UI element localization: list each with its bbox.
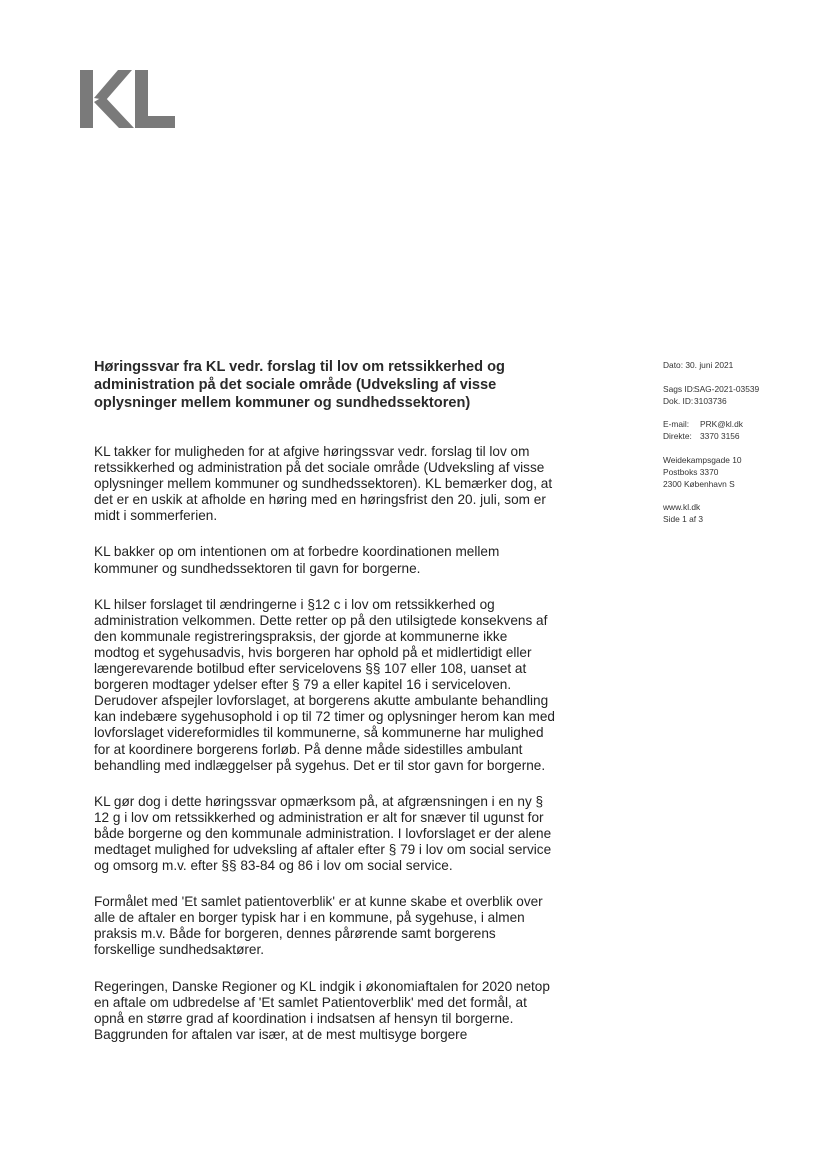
date-line: Dato: 30. juni 2021: [663, 360, 734, 370]
sags-id-label: Sags ID:: [663, 383, 696, 394]
email-label: E-mail:: [663, 419, 690, 430]
paragraph-12c: KL hilser forslaget til ændringerne i §12 c i lov om retssikkerhed og administration velkommen. Dette retter op på den utilsigtede konsekvens af den kommunale registreringspraksis, der gjorde at kommunerne ikke modtog et sygehusadvis, hvis borgeren har ophold på et midlertidigt eller længerevarende botilbud efter servicelovens §§ 107 eller 108, uanset at borgeren modtager ydelser efter § 79 a eller kapitel 16 i serviceloven. Derudover afspejler lovforslaget, at borgerens akutte ambulante behandling kan indebære sygehusophold i op til 72 timer og oplysninger herom kan med lovforslaget videreformidles til kommunerne, så kommunerne har mulighed for at koordinere borgerens forløb. På denne måde sidestilles ambulant behandling med indlæggelser på sygehus. Det er til stor gavn for borgerne.: [94, 596, 555, 773]
address-line-1: Weidekampsgade 10: [663, 454, 742, 465]
id-block: [663, 384, 813, 408]
kl-logo-mark: [80, 68, 176, 130]
letter-body: [94, 358, 556, 1063]
kl-logo: [80, 68, 176, 130]
paragraph-intro: KL takker for muligheden for at afgive høringssvar vedr. forslag til lov om retssikkerhed og administration på det sociale område (Udveksling af visse oplysninger mellem kommuner og sundhedssektoren). KL bemærker dog, at det er en uskik at afholde en høring med en høringsfrist den 20. juli, som er midt i sommerferien.: [94, 444, 553, 524]
dok-id-row: [663, 396, 813, 408]
direkte-row: [663, 431, 813, 443]
date-block: [663, 360, 813, 372]
sags-id-value: SAG-2021-03539: [694, 383, 760, 394]
page-number: Side 1 af 3: [663, 514, 704, 525]
paragraph-agreement: Regeringen, Danske Regioner og KL indgik i økonomiaftalen for 2020 netop en aftale om udbredelse af 'Et samlet Patientoverblik' med det formål, at opnå en større grad af koordination i indsatsen af hensyn til borgerne. Baggrunden for aftalen var især, at de mest multisyge borgere: [94, 978, 550, 1042]
dok-id-value: 3103736: [694, 395, 727, 406]
email-row: [663, 419, 813, 431]
address-line-3: 2300 København S: [663, 478, 735, 489]
direkte-label: Direkte:: [663, 431, 692, 442]
website-link[interactable]: www.kl.dk: [663, 502, 701, 513]
paragraph-support: KL bakker op om intentionen om at forbedre koordinationen mellem kommuner og sundhedssektoren til gavn for borgerne.: [94, 544, 500, 576]
sidebar-meta: [663, 360, 813, 538]
contact-block: [663, 419, 813, 443]
paragraph-12g: KL gør dog i dette høringssvar opmærksom på, at afgrænsningen i en ny § 12 g i lov om retssikkerhed og administration er alt for snæver til ugunst for både borgerne og den kommunale administration. I lovforslaget er der alene medtaget mulighed for udveksling af aftaler efter § 79 i lov om social service og omsorg m.v. efter §§ 83-84 og 86 i lov om social service.: [94, 793, 552, 874]
email-value[interactable]: PRK@kl.dk: [700, 419, 743, 430]
sags-id-row: [663, 384, 813, 396]
address-line-2: Postboks 3370: [663, 466, 719, 477]
address-block: [663, 455, 813, 490]
document-title: Høringssvar fra KL vedr. forslag til lov om retssikkerhed og administration på det sociale område (Udveksling af visse oplysninger mellem kommuner og sundhedssektoren): [94, 359, 505, 411]
dok-id-label: Dok. ID:: [663, 395, 694, 406]
web-block: [663, 502, 813, 526]
paragraph-purpose: Formålet med 'Et samlet patientoverblik' er at kunne skabe et overblik over alle de aftaler en borger typisk har i en kommune, på sygehuse, i almen praksis m.v. Både for borgeren, dennes pårørende samt borgerens forskellige sundhedsaktører.: [94, 894, 543, 958]
direkte-value: 3370 3156: [700, 431, 740, 442]
